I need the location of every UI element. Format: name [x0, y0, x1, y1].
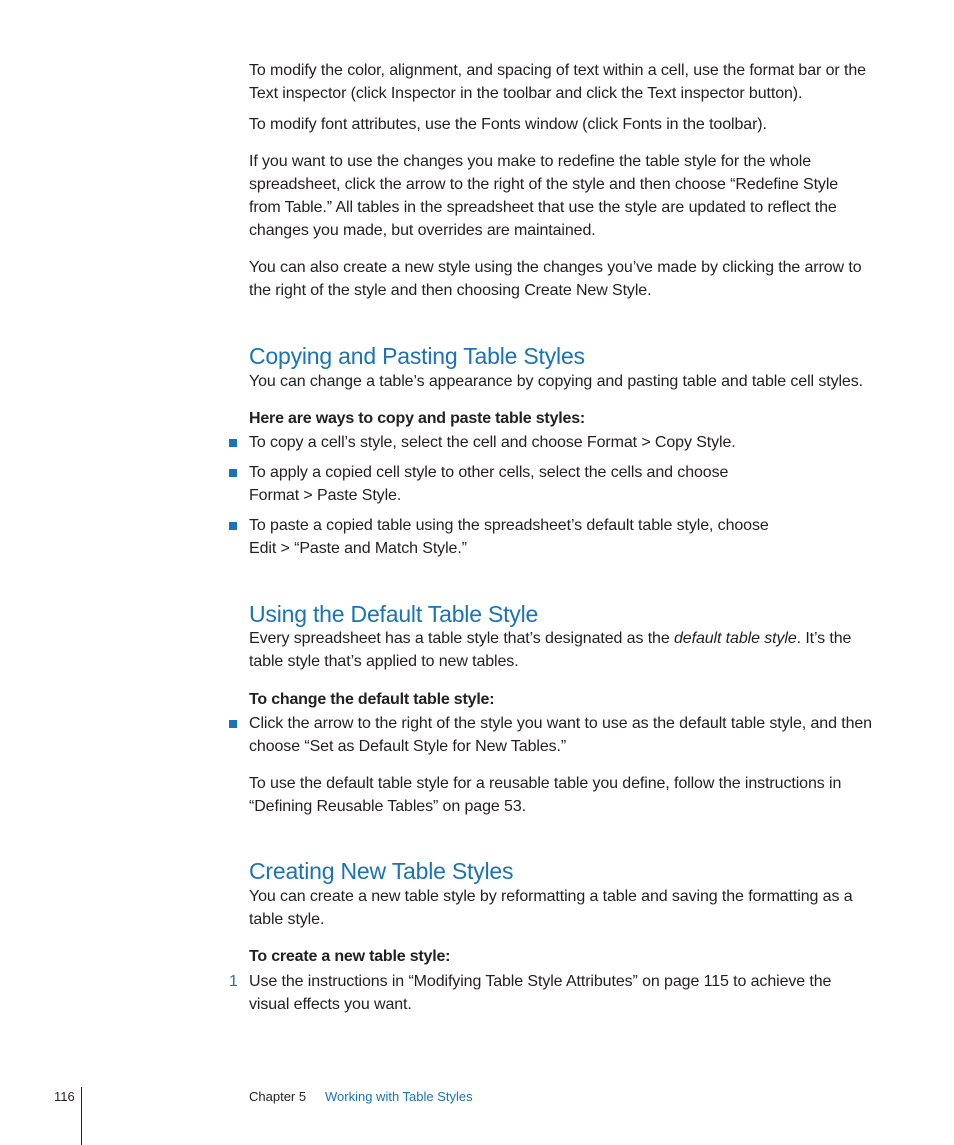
step-number: 1: [229, 973, 238, 990]
default-after: To use the default table style for a reusable table you define, follow the instructions in “Defining Reusable Tables” on page 53.: [249, 775, 842, 815]
intro-paragraph-4: You can also create a new style using the changes you’ve made by clicking the arrow to the right of the style and then choosing Create New Style.: [249, 259, 862, 299]
heading-default-style: Using the Default Table Style: [249, 601, 539, 627]
default-lead: To change the default table style:: [249, 691, 495, 708]
bullet-marker: [229, 439, 237, 447]
copying-lead: Here are ways to copy and paste table styles:: [249, 410, 586, 427]
footer-chapter-title: Working with Table Styles: [325, 1089, 473, 1104]
creating-intro: You can create a new table style by reformatting a table and saving the formatting as a table style.: [249, 888, 853, 928]
creating-lead: To create a new table style:: [249, 948, 451, 965]
default-intro-before: Every spreadsheet has a table style that’s designated as the: [249, 630, 674, 647]
bullet-marker: [229, 522, 237, 530]
intro-paragraph-1: To modify the color, alignment, and spacing of text within a cell, use the format bar or the Text inspector (click Inspector in the toolbar and click the Text inspector button).: [249, 62, 866, 102]
intro-paragraph-2: To modify font attributes, use the Fonts window (click Fonts in the toolbar).: [249, 116, 767, 133]
copying-bullet-1: To copy a cell’s style, select the cell and choose Format > Copy Style.: [249, 434, 736, 451]
copying-intro: You can change a table’s appearance by copying and pasting table and table cell styles.: [249, 373, 863, 390]
page-number: 116: [54, 1089, 75, 1104]
heading-creating-styles: Creating New Table Styles: [249, 858, 514, 884]
copying-bullet-2: To apply a copied cell style to other cells, select the cells and choose Format > Paste Style.: [249, 464, 729, 504]
footer-divider: [81, 1087, 82, 1145]
default-intro-after: . It’s the table style that’s applied to new tables.: [249, 630, 852, 670]
bullet-marker: [229, 720, 237, 728]
default-bullet-1: Click the arrow to the right of the style you want to use as the default table style, and then choose “Set as Default Style for New Tables.”: [249, 715, 872, 755]
intro-paragraph-3: If you want to use the changes you make to redefine the table style for the whole spreadsheet, click the arrow to the right of the style and then choose “Redefine Style from Table.” All tables in the spreadsheet that use the style are updated to reflect the changes you made, but overrides are maintained.: [249, 153, 839, 239]
bullet-marker: [229, 469, 237, 477]
footer-chapter-label: Chapter 5: [249, 1089, 307, 1104]
default-intro: [249, 627, 874, 673]
heading-copying-pasting: Copying and Pasting Table Styles: [249, 343, 585, 369]
copying-bullet-3: To paste a copied table using the spreadsheet’s default table style, choose Edit > “Paste and Match Style.”: [249, 517, 769, 557]
creating-step-1: Use the instructions in “Modifying Table Style Attributes” on page 115 to achieve the visual effects you want.: [249, 973, 832, 1013]
default-intro-italic: default table style: [674, 630, 797, 647]
